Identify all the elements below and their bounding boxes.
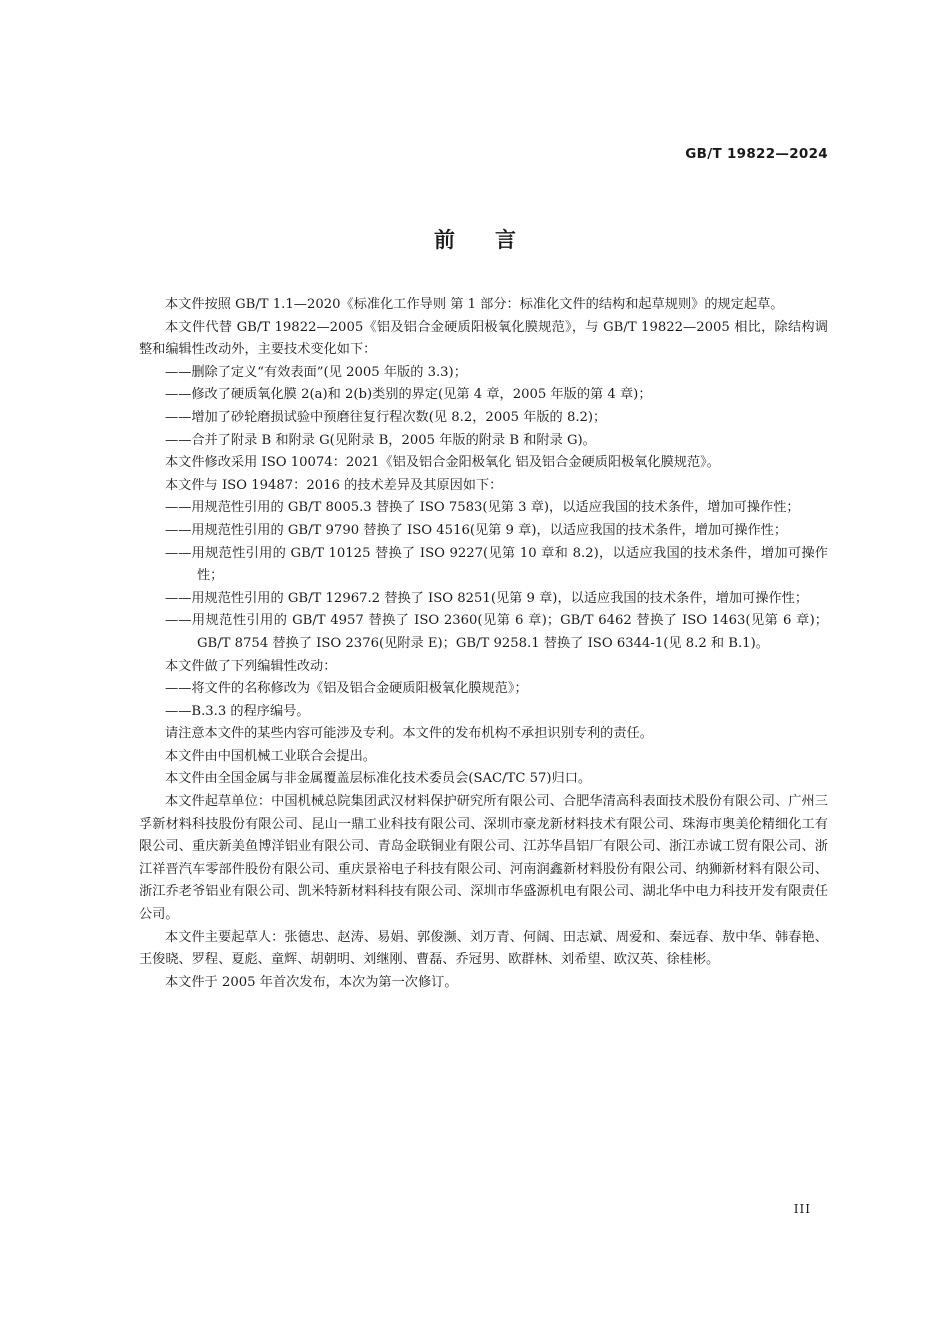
paragraph-history: 本文件于 2005 年首次发布，本次为第一次修订。 [165,974,458,990]
foreword-body [139,294,828,994]
list-item-difference: ——用规范性引用的 GB/T 8005.3 替换了 ISO 7583(见第 3 章)，以适应我国的技术条件，增加可操作性； [165,500,800,516]
paragraph-differences-intro: 本文件与 ISO 19487：2016 的技术差异及其原因如下： [165,477,503,493]
list-item-editorial: ——B.3.3 的程序编号。 [165,703,310,719]
paragraph-replaces: 本文件代替 GB/T 19822—2005《铝及铝合金硬质阳极氧化膜规范》，与 GB/T 19822—2005 相比，除结构调整和编辑性改动外，主要技术变化如下： [139,319,828,358]
page-number: III [793,1202,811,1216]
list-item-change: ——修改了硬质氧化膜 2(a)和 2(b)类别的界定(见第 4 章，2005 年版的第 4 章)； [165,387,652,403]
standard-number: GB/T 19822—2024 [685,146,828,162]
list-item-difference: ——用规范性引用的 GB/T 9790 替换了 ISO 4516(见第 9 章)，以适应我国的技术条件，增加可操作性； [165,522,788,538]
list-item-difference: ——用规范性引用的 GB/T 4957 替换了 ISO 2360(见第 6 章)；GB/T 6462 替换了 ISO 1463(见第 6 章)；GB/T 8754 替换了 ISO 2376(见附录 E)；GB/T 9258.1 替换了 ISO 6344-1(见 8.2 和 B.1)。 [165,613,828,651]
list-item-difference: ——用规范性引用的 GB/T 10125 替换了 ISO 9227(见第 10 章和 8.2)，以适应我国的技术条件，增加可操作性； [165,545,828,584]
paragraph-editorial-intro: 本文件做了下列编辑性改动： [165,658,337,674]
paragraph-adoption: 本文件修改采用 ISO 10074：2021《铝及铝合金阳极氧化 铝及铝合金硬质阳极氧化膜规范》。 [165,455,720,471]
paragraph-drafters: 本文件主要起草人：张德忠、赵涛、易娟、郭俊濒、刘万青、何阔、田志斌、周爱和、秦远春、敖中华、韩春艳、王俊晓、罗程、夏彪、童辉、胡朝明、刘继刚、曹磊、乔冠男、欧群林、刘希望、欧汉英、徐桂彬。 [139,929,828,968]
paragraph-drafting-units: 本文件起草单位：中国机械总院集团武汉材料保护研究所有限公司、合肥华清高科表面技术股份有限公司、广州三孚新材料科技股份有限公司、昆山一鼎工业科技有限公司、深圳市豪龙新材料技术有限公司、珠海市奥美伦精细化工有限公司、重庆新美鱼博洋铝业有限公司、青岛金联铜业有限公司、江苏华昌铝厂有限公司、浙江赤诚工贸有限公司、浙江祥晋汽车零部件股份有限公司、重庆景裕电子科技有限公司、河南润鑫新材料股份有限公司、纳狮新材料有限公司、浙江乔老爷铝业有限公司、凯米特新材料科技有限公司、深圳市华盛源机电有限公司、湖北华中电力科技开发有限责任公司。 [139,794,828,923]
page-title: 前言 [434,228,556,252]
paragraph-proposed-by: 本文件由中国机械工业联合会提出。 [165,748,376,764]
list-item-change: ——合并了附录 B 和附录 G(见附录 B，2005 年版的附录 B 和附录 G)。 [165,432,596,448]
paragraph-patent-notice: 请注意本文件的某些内容可能涉及专利。本文件的发布机构不承担识别专利的责任。 [165,726,653,742]
paragraph-drafting-rules: 本文件按照 GB/T 1.1—2020《标准化工作导则 第 1 部分：标准化文件的结构和起草规则》的规定起草。 [165,297,784,312]
list-item-change: ——增加了砂轮磨损试验中预磨往复行程次数(见 8.2，2005 年版的 8.2)； [165,409,607,425]
list-item-difference: ——用规范性引用的 GB/T 12967.2 替换了 ISO 8251(见第 9 章)，以适应我国的技术条件，增加可操作性； [165,590,809,606]
paragraph-administered-by: 本文件由全国金属与非金属覆盖层标准化技术委员会(SAC/TC 57)归口。 [165,771,592,787]
list-item-editorial: ——将文件的名称修改为《铝及铝合金硬质阳极氧化膜规范》； [165,681,528,697]
list-item-change: ——删除了定义“有效表面”(见 2005 年版的 3.3)； [165,364,467,380]
